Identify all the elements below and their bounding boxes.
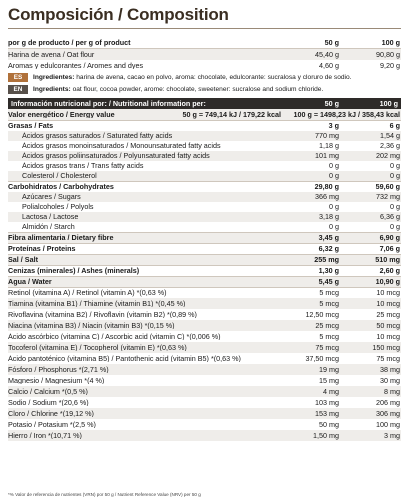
- nutrient-100g: 30 mg: [380, 375, 400, 385]
- nutrient-50g: 5 mcg: [319, 288, 339, 298]
- nutrient-label: Cloro / Chlorine *(19,12 %): [8, 409, 94, 418]
- nutrient-label: Ácido ascórbico (vitamina C) / Ascorbic acid (vitamin C) *(0,006 %): [8, 332, 221, 341]
- nutrition-header-100g: 100 g: [379, 99, 398, 108]
- nutrient-label: Ácidos grasos trans / Trans fatty acids: [22, 162, 144, 170]
- nutrient-100g: 10 mcg: [376, 331, 400, 341]
- nutrient-row: [8, 254, 401, 265]
- nutrient-100g: 6 g: [389, 121, 400, 131]
- nutrient-row: [8, 265, 401, 276]
- composition-row-50g: 45,40 g: [315, 49, 339, 59]
- nutrient-row: [8, 171, 401, 181]
- nutrient-50g: 3 g: [328, 121, 339, 131]
- nutrient-label: Retinol (vitamina A) / Retinol (vitamin A) *(0,63 %): [8, 289, 167, 297]
- nutrient-50g: 0 g: [329, 171, 339, 181]
- nutrient-label: Almidón / Starch: [22, 223, 75, 231]
- nutrient-50g: 6,32 g: [318, 244, 339, 254]
- nutrient-row: [8, 161, 401, 171]
- nutrient-row: [8, 141, 401, 151]
- nutrient-100g: 0 g: [390, 171, 400, 181]
- energy-row: [8, 109, 401, 120]
- nutrient-row: [8, 276, 401, 287]
- nutrient-100g: 0 g: [390, 222, 400, 232]
- nutrient-50g: 4 mg: [323, 386, 339, 396]
- nutrient-50g: 75 mcg: [315, 342, 339, 352]
- nutrient-100g: 6,36 g: [380, 212, 400, 222]
- nutrient-100g: 2,60 g: [379, 266, 400, 276]
- nutrient-row: [8, 151, 401, 161]
- nutrient-50g: 3,45 g: [318, 233, 339, 243]
- nutrient-row: [8, 419, 401, 430]
- composition-row-label: Aromas y edulcorantes / Aromes and dyes: [8, 61, 144, 70]
- nutrition-header-label: Información nutricional por: / Nutritional information per:: [11, 99, 206, 108]
- energy-100g: 100 g = 1498,23 kJ / 358,43 kcal: [293, 109, 400, 119]
- ingredients-en-text: [33, 86, 401, 93]
- nutrient-row: [8, 298, 401, 309]
- footnote: *% Valor de referencia de nutrientes (VRN) por 50 g / Nutrient Reference Value (NRV) per 50 g: [8, 492, 201, 497]
- nutrient-100g: 25 mcg: [376, 309, 400, 319]
- nutrient-label: Proteínas / Proteins: [8, 245, 76, 253]
- nutrient-100g: 202 mg: [376, 151, 400, 161]
- nutrient-50g: 15 mg: [319, 375, 339, 385]
- composition-header: [8, 38, 401, 49]
- nutrient-row: [8, 131, 401, 141]
- nutrient-row: [8, 192, 401, 202]
- nutrient-label: Tiamina (vitamina B1) / Thiamine (vitamin B1) *(0,45 %): [8, 299, 186, 308]
- nutrient-100g: 10 mcg: [376, 298, 400, 308]
- nutrient-label: Ácido pantoténico (vitamina B5) / Pantothenic acid (vitamin B5) *(0,63 %): [8, 354, 241, 363]
- nutrient-50g: 37,50 mcg: [305, 353, 339, 363]
- nutrient-label: Calcio / Calcium *(0,5 %): [8, 387, 88, 396]
- nutrient-row: [8, 309, 401, 320]
- nutrient-label: Azúcares / Sugars: [22, 193, 81, 201]
- composition-header-label: por g de producto / per g of product: [8, 39, 131, 47]
- nutrient-50g: 12,50 mcg: [305, 309, 339, 319]
- nutrient-50g: 1,50 mg: [313, 430, 339, 440]
- nutrient-label: Fósforo / Phosphorus *(2,71 %): [8, 365, 109, 374]
- nutrient-label: Agua / Water: [8, 278, 52, 286]
- nutrient-100g: 8 mg: [384, 386, 400, 396]
- nutrient-label: Sodio / Sodium *(20,6 %): [8, 398, 89, 407]
- nutrient-50g: 0 g: [329, 161, 339, 171]
- nutrient-100g: 59,60 g: [375, 182, 400, 192]
- composition-header-100g: 100 g: [381, 38, 400, 48]
- nutrient-50g: 153 mg: [315, 408, 339, 418]
- nutrient-row: [8, 430, 401, 441]
- nutrient-100g: 0 g: [390, 202, 400, 212]
- nutrient-50g: 50 mg: [319, 419, 339, 429]
- composition-sheet: [8, 38, 401, 441]
- nutrient-row: [8, 408, 401, 419]
- language-badge-es: ES: [8, 73, 28, 82]
- nutrient-100g: 510 mg: [375, 255, 400, 265]
- nutrient-100g: 732 mg: [376, 192, 400, 202]
- nutrient-label: Grasas / Fats: [8, 122, 54, 130]
- nutrient-100g: 6,90 g: [379, 233, 400, 243]
- composition-row-100g: 9,20 g: [380, 60, 400, 70]
- nutrient-row: [8, 342, 401, 353]
- nutrient-50g: 5 mcg: [319, 298, 339, 308]
- nutrient-100g: 75 mcg: [376, 353, 400, 363]
- nutrient-50g: 19 mg: [319, 364, 339, 374]
- nutrient-50g: 0 g: [329, 222, 339, 232]
- nutrient-row: [8, 320, 401, 331]
- nutrient-100g: 10 mcg: [376, 288, 400, 298]
- nutrient-50g: 255 mg: [314, 255, 339, 265]
- nutrient-label: Magnesio / Magnesium *(4 %): [8, 376, 105, 385]
- title-divider: [8, 28, 401, 29]
- nutrient-50g: 103 mg: [315, 397, 339, 407]
- nutrient-50g: 5,45 g: [318, 277, 339, 287]
- nutrient-100g: 10,90 g: [375, 277, 400, 287]
- nutrient-label: Ácidos grasos monoinsaturados / Monounsaturated fatty acids: [22, 142, 221, 150]
- ingredients-es: [8, 72, 401, 83]
- ingredients-es-body: harina de avena, cacao en polvo, aroma: chocolate, edulcorante: sucralosa y cloruro de sodio.: [74, 74, 352, 81]
- nutrient-50g: 366 mg: [315, 192, 339, 202]
- nutrient-100g: 7,06 g: [379, 244, 400, 254]
- nutrient-50g: 3,18 g: [319, 212, 339, 222]
- nutrient-row: [8, 232, 401, 243]
- nutrient-100g: 306 mg: [376, 408, 400, 418]
- nutrient-row: [8, 375, 401, 386]
- ingredients-es-title: Ingredientes:: [33, 74, 75, 81]
- nutrient-row: [8, 364, 401, 375]
- nutrient-row: [8, 287, 401, 298]
- composition-header-50g: 50 g: [324, 38, 339, 48]
- composition-row-label: Harina de avena / Oat flour: [8, 50, 95, 59]
- nutrient-100g: 0 g: [390, 161, 400, 171]
- nutrient-row: [8, 331, 401, 342]
- energy-label: Valor energético / Energy value: [8, 110, 115, 119]
- nutrition-header-50g: 50 g: [324, 99, 339, 108]
- nutrient-100g: 150 mcg: [372, 342, 400, 352]
- nutrient-row: [8, 181, 401, 192]
- nutrient-label: Rivoflavina (vitamina B2) / Rivoflavin (vitamin B2) *(0,89 %): [8, 310, 197, 319]
- nutrient-100g: 100 mg: [376, 419, 400, 429]
- nutrient-label: Fibra alimentaria / Dietary fibre: [8, 234, 114, 242]
- composition-row-50g: 4,60 g: [319, 60, 339, 70]
- ingredients-es-text: [33, 74, 401, 81]
- composition-row-100g: 90,80 g: [376, 49, 400, 59]
- nutrient-label: Colesterol / Cholesterol: [22, 172, 97, 180]
- ingredients-en: [8, 84, 401, 95]
- page-title: Composición / Composition: [8, 5, 229, 24]
- ingredients-en-body: oat flour, cocoa powder, arome: chocolate, sweetener: sucralose and sodium chloride.: [70, 86, 324, 93]
- nutrient-label: Niacina (vitamina B3) / Niacin (vitamin B3) *(0,15 %): [8, 321, 175, 330]
- nutrient-label: Sal / Salt: [8, 256, 38, 264]
- energy-50g: 50 g = 749,14 kJ / 179,22 kcal: [182, 109, 281, 119]
- nutrient-50g: 101 mg: [315, 151, 339, 161]
- nutrient-50g: 0 g: [329, 202, 339, 212]
- nutrient-50g: 770 mg: [315, 131, 339, 141]
- nutrient-50g: 29,80 g: [314, 182, 339, 192]
- nutrient-100g: 2,36 g: [380, 141, 400, 151]
- nutrient-label: Carbohidratos / Carbohydrates: [8, 183, 114, 191]
- language-badge-en: EN: [8, 85, 28, 94]
- nutrient-label: Hierro / Iron *(10,71 %): [8, 431, 82, 440]
- nutrient-row: [8, 202, 401, 212]
- nutrient-row: [8, 386, 401, 397]
- nutrient-50g: 5 mcg: [319, 331, 339, 341]
- composition-row: [8, 60, 401, 71]
- nutrient-100g: 50 mcg: [376, 320, 400, 330]
- nutrient-row: [8, 397, 401, 408]
- nutrient-row: [8, 212, 401, 222]
- nutrient-50g: 25 mcg: [315, 320, 339, 330]
- nutrient-row: [8, 353, 401, 364]
- nutrition-header: [8, 98, 401, 109]
- nutrient-100g: 38 mg: [380, 364, 400, 374]
- composition-row: [8, 49, 401, 60]
- nutrient-label: Lactosa / Lactose: [22, 213, 79, 221]
- ingredients-en-title: Ingredients:: [33, 86, 71, 93]
- nutrient-label: Ácidos grasos poliinsaturados / Polyunsaturated fatty acids: [22, 152, 210, 160]
- nutrient-label: Polialcoholes / Polyols: [22, 203, 94, 211]
- nutrient-row: [8, 243, 401, 254]
- nutrient-100g: 1,54 g: [380, 131, 400, 141]
- nutrient-row: [8, 222, 401, 232]
- nutrient-50g: 1,30 g: [318, 266, 339, 276]
- nutrient-label: Cenizas (minerales) / Ashes (minerals): [8, 267, 140, 275]
- nutrient-label: Potasio / Potasium *(2,5 %): [8, 420, 96, 429]
- nutrient-row: [8, 120, 401, 131]
- nutrient-label: Ácidos grasos saturados / Saturated fatty acids: [22, 132, 173, 140]
- nutrient-100g: 3 mg: [384, 430, 400, 440]
- nutrient-100g: 206 mg: [376, 397, 400, 407]
- nutrient-label: Tocoferol (vitamina E) / Tocopherol (vitamin E) *(0,63 %): [8, 343, 187, 352]
- nutrient-50g: 1,18 g: [319, 141, 339, 151]
